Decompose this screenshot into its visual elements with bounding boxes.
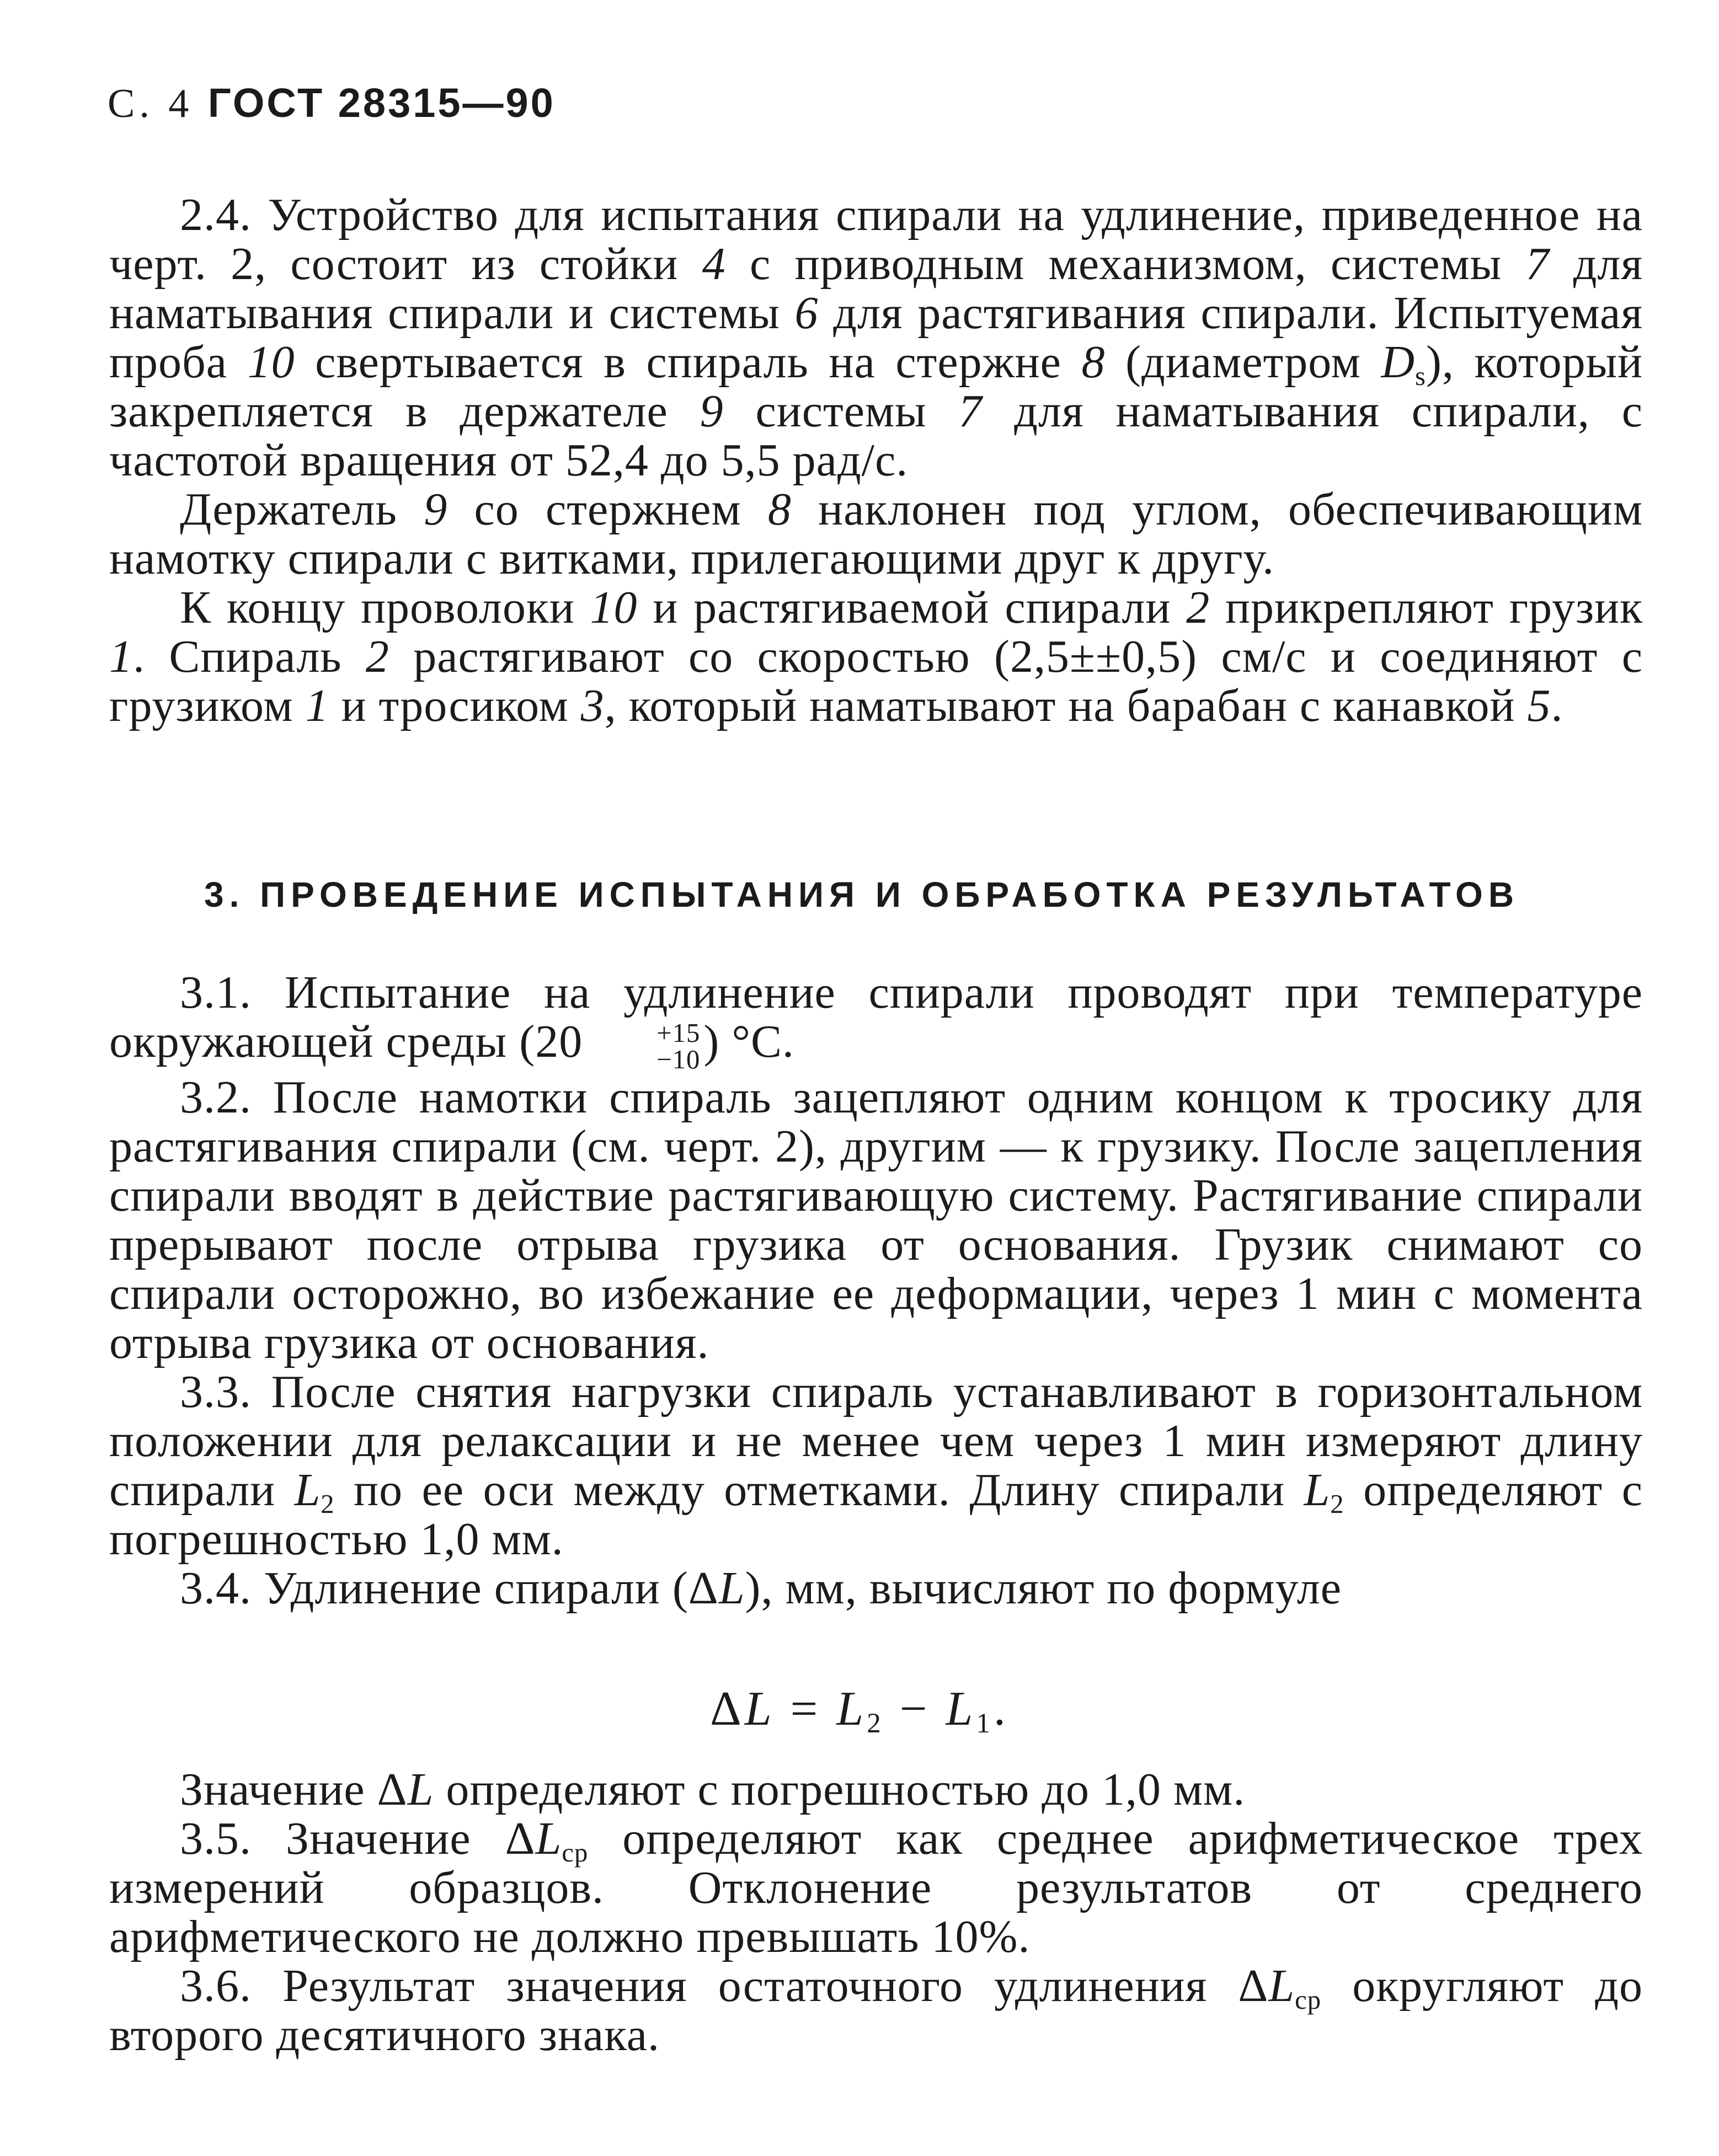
section-3-heading: 3. ПРОВЕДЕНИЕ ИСПЫТАНИЯ И ОБРАБОТКА РЕЗУЛЬТАТОВ — [204, 875, 1520, 914]
temperature-tolerance: +15 −10 — [656, 1018, 701, 1074]
page-header — [108, 80, 556, 126]
paragraph-3-4: 3.4. Удлинение спирали (ΔL), мм, вычисляют по формуле — [180, 1562, 1342, 1614]
section-2-text — [109, 190, 1643, 730]
paragraph-holder: Держатель 9 со стержнем 8 наклонен под углом, обеспечивающим намотку спирали с витками, прилегающими друг к другу. — [109, 484, 1643, 584]
paragraph-3-2: 3.2. После намотки спираль зацепляют одним концом к тросику для растягивания спирали (см. черт. 2), другим — к грузику. После зацепления спирали вводят в действие растягивающую систему. Растягивание спирали прерывают после отрыва грузика от основания. Грузик снимают со спирали осторожно, во избежание ее деформации, через 1 мин с момента отрыва грузика от основания. — [109, 1071, 1643, 1368]
paragraph-2-4: 2.4. Устройство для испытания спирали на удлинение, приведенное на черт. 2, состоит из стойки 4 с приводным механизмом, системы 7 для наматывания спирали и системы 6 для растягивания спирали. Испытуемая проба 10 свертывается в спираль на стержне 8 (диаметром $D_s$), который закрепляется в держателе 9 системы 7 для наматывания спирали, с частотой вращения от 52,4 до 5,5 рад/с. — [109, 189, 1643, 486]
paragraph-3-6: 3.6. Результат значения остаточного удлинения $\Delta L_{ср}$ округляют до второго десятичного знака. — [109, 1960, 1643, 2061]
paragraph-3-1: 3.1. Испытание на удлинение спирали проводят при температуре окружающей среды (20 +15 −10 ) °С. — [109, 967, 1643, 1074]
page-number: С. 4 — [108, 81, 194, 126]
paragraph-3-5: 3.5. Значение $\Delta L_{ср}$ определяют как среднее арифметическое трех измерений образцов. Отклонение результатов от среднего арифметического не должно превышать 10%. — [109, 1813, 1643, 1962]
standard-designation: ГОСТ 28315—90 — [207, 80, 556, 126]
paragraph-wire: К концу проволоки 10 и растягиваемой спирали 2 прикрепляют грузик 1. Спираль 2 растягивают со скоростью (2,5±±0,5) см/с и соединяют с грузиком 1 и тросиком 3, который наматывают на барабан с канавкой 5. — [109, 582, 1643, 731]
section-3-text-continued — [109, 1765, 1643, 2059]
elongation-formula: $\Delta L = L_2 - L_1$. — [710, 1682, 1009, 1739]
section-3-text — [109, 968, 1643, 1613]
paragraph-value-accuracy: Значение ΔL определяют с погрешностью до 1,0 мм. — [180, 1764, 1246, 1815]
paragraph-3-3: 3.3. После снятия нагрузки спираль устанавливают в горизонтальном положении для релаксации и не менее чем через 1 мин измеряют длину спирали $L_2$ по ее оси между отметками. Длину спирали $L_2$ определяют с погрешностью 1,0 мм. — [109, 1366, 1643, 1565]
